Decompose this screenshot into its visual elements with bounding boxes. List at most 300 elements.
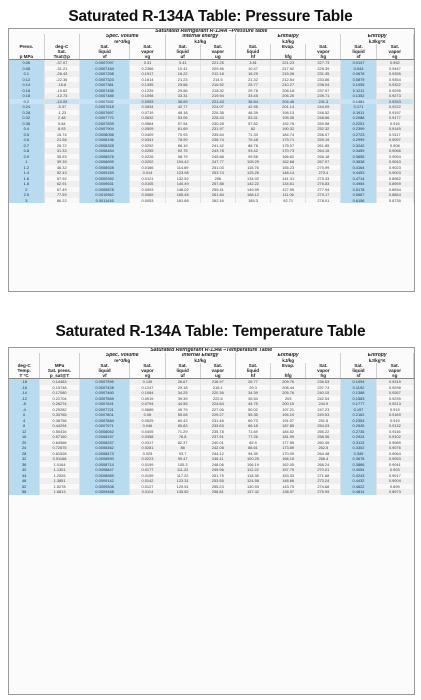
table-cell: 251.79 (200, 473, 235, 479)
column-label: vapor (200, 49, 235, 54)
table-cell: 246.11 (200, 456, 235, 462)
table-cell: 0.4954 (341, 181, 376, 187)
table-cell: 0.9064 (376, 451, 413, 457)
column-label: MPa (40, 363, 80, 368)
table-cell: 0.0834 (130, 104, 165, 110)
table-cell: 258.36 (306, 434, 341, 440)
table-cell: 130.93 (235, 484, 270, 490)
column-unit-2: kJ/kg (235, 358, 341, 363)
column-group-1: Internal Energy (165, 353, 235, 358)
table-cell: 44.75 (235, 401, 270, 407)
table-cell: 231.46 (200, 418, 235, 424)
table-cell: 10.41 (165, 66, 200, 72)
table-cell: 26.77 (235, 379, 270, 385)
table-cell: 0.9117 (376, 132, 413, 138)
table-cell: 33.31 (165, 93, 200, 99)
table-cell: 0.12 (9, 77, 44, 83)
column-symbol: p MPa (9, 54, 44, 60)
table-cell: 5.84 (44, 121, 79, 127)
table-cell: 0 (9, 412, 40, 418)
column-label: vapor (376, 368, 413, 373)
table-cell: 0.7 (9, 143, 44, 149)
table-cell: 93.7 (165, 451, 200, 457)
table-cell: 0.0007971 (79, 423, 130, 429)
table-cell: 273.4 (306, 170, 341, 176)
table-cell: 246.52 (306, 110, 341, 116)
table-cell: 57.82 (235, 121, 270, 127)
table-cell: 181.09 (271, 434, 306, 440)
table-cell: 40 (9, 467, 40, 473)
table-cell: 155.23 (271, 165, 306, 171)
table-cell: 250.58 (306, 121, 341, 127)
column-unit-1: kJ/kg (165, 358, 235, 363)
table-cell: 0.0007428 (79, 385, 130, 391)
table-cell: 209.76 (271, 379, 306, 385)
table-cell: 0.0007569 (79, 396, 130, 402)
table-cell: 256.22 (306, 429, 341, 435)
table-cell: 270.01 (306, 467, 341, 473)
table-cell: 0.0009631 (79, 181, 130, 187)
table-cell: 0.915 (376, 418, 413, 424)
table-cell: 39.39 (165, 396, 200, 402)
column-label: Sat. (376, 44, 413, 49)
table-cell: 105.3 (165, 462, 200, 468)
table-cell: 0.9089 (376, 440, 413, 446)
table-cell: 86.22 (44, 198, 79, 204)
column-label: liquid (341, 368, 376, 373)
table-cell: 104.42 (165, 159, 200, 165)
table-cell: 0.9253 (376, 99, 413, 105)
table-cell: 93.42 (235, 148, 270, 154)
table-cell: 1.8 (9, 181, 44, 187)
table-cell: 230.28 (200, 121, 235, 127)
table-cell: 0.2924 (341, 434, 376, 440)
table-cell: 0.5 (9, 132, 44, 138)
table-cell: 0.0008714 (79, 462, 130, 468)
table-cell: 26.72 (44, 143, 79, 149)
table-cell: 276.83 (306, 181, 341, 187)
table-cell: 242.08 (200, 445, 235, 451)
column-label: Sat. (235, 44, 270, 49)
table-cell: 0.0121 (130, 176, 165, 182)
table-cell: 0.9273 (376, 93, 413, 99)
table-cell: 20 (9, 440, 40, 446)
table-cell: 134.61 (271, 181, 306, 187)
table-cell: 0.9169 (376, 412, 413, 418)
table-cell: 0.2399 (341, 126, 376, 132)
table-cell: 0.9177 (376, 115, 413, 121)
table-cell: 0.9017 (376, 473, 413, 479)
table-cell: 236.53 (306, 379, 341, 385)
column-label: Sat. (341, 363, 376, 368)
column-symbol: hfg (271, 373, 306, 379)
table-cell: 0.9213 (376, 401, 413, 407)
table-cell: 0.0127 (130, 484, 165, 490)
table-cell: 260.45 (306, 440, 341, 446)
table-cell: 251.03 (200, 165, 235, 171)
table-cell: 0.0008196 (79, 137, 130, 143)
table-cell: 0.2088 (341, 115, 376, 121)
table-cell: 134.02 (235, 176, 270, 182)
table-cell: 0.916 (376, 121, 413, 127)
table-cell: 0.24 (9, 104, 44, 110)
table-cell: 274.68 (306, 484, 341, 490)
table-cell: 16.22 (165, 71, 200, 77)
table-cell: 254.03 (306, 423, 341, 429)
table-cell: 0.1777 (341, 401, 376, 407)
column-label: Sat. (306, 44, 341, 49)
table-cell: 86.78 (235, 143, 270, 149)
table-cell: 62 (235, 126, 270, 132)
table-cell: 1.4 (9, 170, 44, 176)
table-cell: 0.0009878 (79, 187, 130, 193)
table-cell: 249.96 (200, 467, 235, 473)
table-cell: 0.0007395 (79, 379, 130, 385)
table-cell: 249.53 (306, 412, 341, 418)
table-cell: 0.9322 (376, 82, 413, 88)
table-cell: 0.0008362 (79, 445, 130, 451)
table-cell: 0.9239 (376, 396, 413, 402)
table-cell: 0.0879 (341, 77, 376, 83)
table-cell: 98.79 (165, 154, 200, 160)
table-cell: 111.06 (271, 192, 306, 198)
table-cell: 268.24 (306, 462, 341, 468)
table-cell: 0.2735 (341, 429, 376, 435)
table-cell: 256.81 (200, 489, 235, 495)
table-cell: 0.0093 (130, 187, 165, 193)
column-symbol: sg (376, 373, 413, 379)
table-cell: 0.0564 (130, 121, 165, 127)
table-cell: 0.14483 (40, 379, 80, 385)
column-label: vapor (306, 368, 341, 373)
column-label: liquid (165, 49, 200, 54)
table-cell: 61.69 (165, 126, 200, 132)
table-cell: 270.99 (306, 165, 341, 171)
table-cell: 79.48 (235, 137, 270, 143)
table-cell: 123.98 (165, 170, 200, 176)
table-cell: 0.9354 (376, 77, 413, 83)
table-cell: 255.23 (200, 484, 235, 490)
table-cell: -4 (9, 407, 40, 413)
table-cell: 0.0202 (130, 159, 165, 165)
table-cell: 0.0009159 (79, 170, 130, 176)
table-cell: 115.76 (235, 165, 270, 171)
table-cell: 3 (9, 198, 44, 204)
table-cell: 62.91 (44, 181, 79, 187)
table-cell: 0.349 (341, 451, 376, 457)
table-cell: 0.3459 (341, 148, 376, 154)
table-cell: 92.75 (165, 148, 200, 154)
column-group-0: Spec. Volume (79, 34, 165, 39)
temperature-table (8, 347, 415, 695)
table-cell: 0.1098 (130, 93, 165, 99)
table-cell: 0.8934 (376, 187, 413, 193)
table-cell: 29.66 (165, 88, 200, 94)
table-cell: 227.73 (306, 60, 341, 66)
table-cell: 2.5 (9, 192, 44, 198)
table-cell: 243.78 (200, 148, 235, 154)
table-cell: 277.94 (306, 187, 341, 193)
table-cell: 129.51 (165, 484, 200, 490)
table-cell: 162.68 (271, 159, 306, 165)
table-cell: 0.5687 (341, 192, 376, 198)
table-cell: 184.74 (271, 132, 306, 138)
table-cell: 82.9 (235, 440, 270, 446)
column-symbol: hf (235, 54, 270, 60)
table-cell: 170.73 (271, 148, 306, 154)
table-cell: 0.4243 (341, 473, 376, 479)
column-label: Sat. (235, 363, 270, 368)
table-cell: 0.0007460 (79, 390, 130, 396)
column-label: Sat. (79, 363, 130, 368)
table-cell: 215.06 (271, 71, 306, 77)
table-cell: 241.3 (306, 99, 341, 105)
table-cell: 192.76 (271, 121, 306, 127)
table-cell: 88.61 (235, 445, 270, 451)
table-cell: 273.24 (306, 478, 341, 484)
table-cell: 105.29 (235, 159, 270, 165)
table-cell: 60.73 (235, 418, 270, 424)
table-cell: -14 (9, 390, 40, 396)
column-label: liquid (79, 368, 130, 373)
table-cell: 82.37 (165, 440, 200, 446)
table-cell: 0.0794 (130, 401, 165, 407)
table-cell: 0.0007770 (79, 115, 130, 121)
table-cell: 0.18 (9, 93, 44, 99)
table-cell: 177.55 (271, 440, 306, 446)
table-cell: 60.43 (165, 418, 200, 424)
table-cell: 208.18 (271, 88, 306, 94)
column-label: deg-C (9, 363, 40, 368)
table-cell: 33.45 (235, 93, 270, 99)
table-cell: 0.0007904 (79, 126, 130, 132)
table-cell: 0.8982 (376, 176, 413, 182)
column-group-2: Enthalpy (235, 34, 341, 39)
table-cell: 0.32 (9, 115, 44, 121)
table-cell: 166.15 (271, 456, 306, 462)
table-cell: 278.01 (306, 198, 341, 204)
table-cell: 0.4714 (341, 176, 376, 182)
table-cell: 220.36 (200, 390, 235, 396)
table-cell: 206.26 (271, 93, 306, 99)
table-cell: 1.1301 (40, 467, 80, 473)
table-cell: 166.62 (271, 154, 306, 160)
table-cell: 168.12 (235, 192, 270, 198)
table-cell: 88 (165, 445, 200, 451)
table-cell: 0.3678 (341, 456, 376, 462)
table-cell: 125.26 (235, 170, 270, 176)
table-cell: 48 (9, 478, 40, 484)
table-cell: 0.0525 (130, 418, 165, 424)
table-cell: 0.0226 (130, 154, 165, 160)
table-cell: 2 (9, 187, 44, 193)
table-cell: 0.44294 (40, 423, 80, 429)
table-cell: 42.95 (235, 104, 270, 110)
table-cell: 216.97 (200, 379, 235, 385)
table-cell: 0.0008157 (79, 434, 130, 440)
column-label: Sat. press. (40, 368, 80, 373)
table-cell: 53.06 (165, 115, 200, 121)
table-cell: 0.9116 (376, 429, 413, 435)
table-cell: 0.0223 (130, 456, 165, 462)
table-cell: 0.1583 (341, 396, 376, 402)
table-cell: 0.21704 (40, 396, 80, 402)
table-cell: 0.0177 (130, 467, 165, 473)
table-cell: 106.19 (235, 462, 270, 468)
column-symbol: vf (79, 54, 130, 60)
table-cell: 0.9076 (376, 445, 413, 451)
table-cell: 3.81 (235, 60, 270, 66)
table-cell: 181.88 (165, 198, 200, 204)
column-label: vapor (306, 49, 341, 54)
table-cell: 148.02 (165, 187, 200, 193)
table-cell: 77.26 (235, 434, 270, 440)
table-cell: 0.0993 (130, 99, 165, 105)
table-cell: 0.0007435 (79, 88, 130, 94)
table-cell: 0.899 (376, 484, 413, 490)
table-cell: 231.35 (306, 71, 341, 77)
table-cell: 0.2251 (341, 121, 376, 127)
table-cell: 36.84 (235, 99, 270, 105)
table-cell: 132.52 (165, 176, 200, 182)
table-cell: 44 (9, 473, 40, 479)
table-cell: 195.35 (271, 115, 306, 121)
table-cell: 165.48 (165, 192, 200, 198)
column-unit-3: kJ/kg°K (341, 358, 414, 363)
table-cell: 203 (271, 396, 306, 402)
table-cell: 1.2 (9, 165, 44, 171)
table-cell: 0.2723 (341, 132, 376, 138)
table-cell: 52 (9, 484, 40, 490)
temperature-data-table (9, 348, 414, 495)
table-cell: 240.15 (306, 390, 341, 396)
table-cell: 0.3656 (341, 154, 376, 160)
table-caption: Saturated Refrigerant R-134a –Temperature Table (150, 348, 273, 353)
column-label: Sat. (79, 44, 130, 49)
table-cell: 0.0008847 (79, 467, 130, 473)
table-cell: 0.2545 (341, 423, 376, 429)
table-cell: 0.0509 (130, 126, 165, 132)
table-cell: 25.66 (165, 82, 200, 88)
table-cell: 0.0009142 (79, 478, 130, 484)
table-cell: 143.75 (271, 484, 306, 490)
table-cell: 190.32 (271, 126, 306, 132)
table-cell: 0.9043 (376, 159, 413, 165)
table-cell: 0.4453 (341, 170, 376, 176)
table-cell: 0.9041 (376, 462, 413, 468)
table-cell: 0.06 (130, 412, 165, 418)
column-label: vapor (130, 368, 165, 373)
column-label: Sat. (130, 44, 165, 49)
column-symbol: vg (130, 54, 165, 60)
pressure-table (8, 28, 415, 292)
table-cell: 0.0678 (341, 71, 376, 77)
table-cell: 28 (9, 451, 40, 457)
table-cell: 0.1352 (341, 93, 376, 99)
table-cell: 212.18 (200, 71, 235, 77)
table-cell: -16 (9, 385, 40, 391)
table-cell: 0.0255 (130, 148, 165, 154)
table-cell: 237.97 (306, 88, 341, 94)
table-cell: 226.38 (200, 110, 235, 116)
table-cell: 0.28 (9, 110, 44, 116)
table-cell: 252.32 (306, 126, 341, 132)
column-label: liquid (165, 368, 200, 373)
table-cell: 48.39 (235, 110, 270, 116)
table-cell: 0.0007641 (79, 401, 130, 407)
table-cell: 0.0007097 (79, 60, 130, 66)
table-cell: 0.0008328 (79, 143, 130, 149)
table-cell: 214.5 (200, 77, 235, 83)
table-cell: 0.0341 (130, 137, 165, 143)
table-cell: 55.35 (235, 412, 270, 418)
table-cell: 127.95 (271, 187, 306, 193)
table-cell: 0.903 (376, 467, 413, 473)
table-cell: 0.3838 (341, 159, 376, 165)
table-cell: 1.6 (9, 176, 44, 182)
table-cell: 0.9023 (376, 165, 413, 171)
table-cell: 70.93 (165, 132, 200, 138)
table-cell: -18 (9, 379, 40, 385)
table-cell: 0.9145 (376, 126, 413, 132)
column-unit-3: kJ/kg°K (341, 39, 414, 44)
table-cell: 267.97 (306, 159, 341, 165)
table-cell: 251.8 (306, 418, 341, 424)
column-symbol: hg (306, 54, 341, 60)
table-cell: 123.31 (165, 478, 200, 484)
table-row (9, 198, 414, 204)
table-cell: 0.9 (9, 154, 44, 160)
temperature-table-title: Saturated R-134A Table: Temperature Table (55, 323, 366, 340)
table-cell: 32 (9, 456, 40, 462)
table-cell: 0.1247 (130, 385, 165, 391)
table-cell: 0.952 (376, 60, 413, 66)
column-symbol: uf (165, 54, 200, 60)
table-cell: 67.49 (44, 187, 79, 193)
table-cell: 0.1094 (341, 379, 376, 385)
table-cell: 53.31 (235, 115, 270, 121)
table-cell: 55.08 (165, 412, 200, 418)
table-cell: 0.0007721 (79, 407, 130, 413)
table-cell: 1 (9, 159, 44, 165)
column-symbol: p_sat@T (40, 373, 80, 379)
table-cell: 114.69 (165, 165, 200, 171)
table-cell: 100.25 (235, 456, 270, 462)
column-label: Sat. (200, 363, 235, 368)
table-cell: 0.0011416 (79, 198, 130, 204)
table-cell: 0.8735 (376, 198, 413, 204)
table-cell: 0.0008928 (79, 165, 130, 171)
table-cell: 233.86 (306, 77, 341, 83)
table-cell: 157.79 (271, 467, 306, 473)
table-cell: 256.07 (306, 132, 341, 138)
table-cell: 0.0007381 (79, 82, 130, 88)
table-cell: 0.0007618 (79, 104, 130, 110)
table-cell: 0.14 (9, 82, 44, 88)
table-cell: 253.74 (200, 170, 235, 176)
table-cell: 0.1 (9, 71, 44, 77)
table-cell: 71.29 (165, 429, 200, 435)
table-cell: 264.48 (306, 451, 341, 457)
table-cell: 218.32 (200, 88, 235, 94)
column-label: liquid (235, 368, 270, 373)
table-cell: 99.56 (235, 154, 270, 160)
table-cell: 235.78 (200, 429, 235, 435)
table-cell: 0.36 (9, 121, 44, 127)
table-cell: 194.19 (271, 412, 306, 418)
table-cell: 0.0009488 (79, 489, 130, 495)
table-cell: 185.3 (235, 198, 270, 204)
